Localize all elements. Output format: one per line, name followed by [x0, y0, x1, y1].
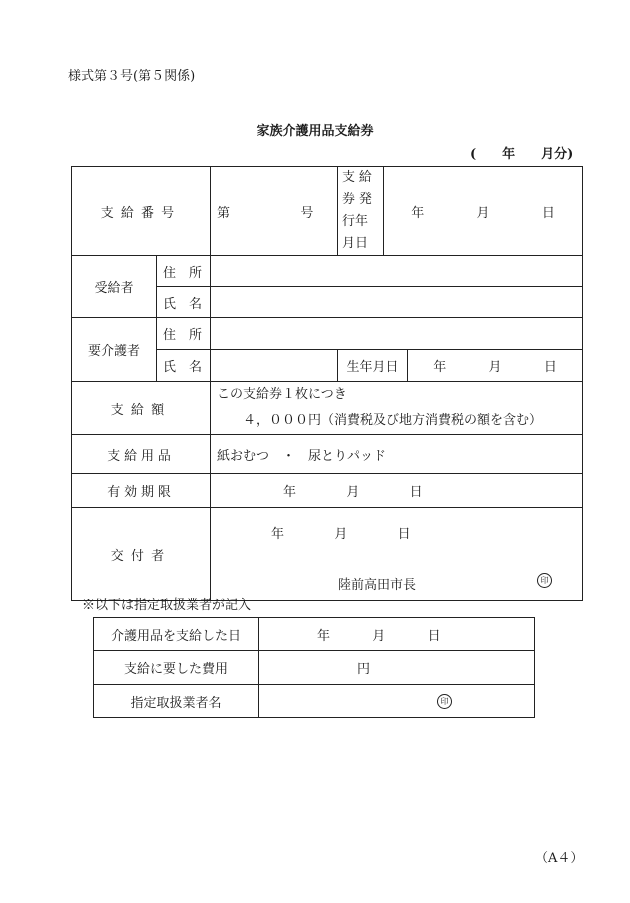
items-label: 支給用品	[72, 435, 211, 474]
issuer-name: 陸前高田市長	[338, 578, 417, 593]
vendor-name-field[interactable]	[259, 685, 535, 718]
care-person-name-field[interactable]	[211, 350, 338, 382]
issuer-date	[271, 523, 411, 542]
amount-label: 支給額	[72, 382, 211, 435]
birth-year-unit: 年	[433, 360, 447, 375]
validity-field[interactable]	[211, 474, 583, 508]
care-person-address-label: 住 所	[157, 318, 211, 350]
issuer-day-unit: 日	[397, 527, 411, 542]
vendor-note: ※以下は指定取扱業者が記入	[82, 598, 252, 613]
birth-month-unit: 月	[488, 360, 502, 375]
issue-number-prefix: 第	[217, 205, 231, 221]
recipient-label: 受給者	[72, 256, 157, 318]
birth-date-label: 生年月日	[338, 350, 408, 382]
care-person-label: 要介護者	[72, 318, 157, 382]
care-person-name-label: 氏 名	[157, 350, 211, 382]
supply-day-unit: 日	[427, 628, 441, 644]
supply-year-unit: 年	[317, 628, 331, 644]
issuer-seal-icon: 印	[537, 573, 552, 588]
validity-day-unit: 日	[409, 485, 423, 500]
recipient-name-label: 氏 名	[157, 287, 211, 318]
care-person-address-field[interactable]	[211, 318, 583, 350]
issuer-field[interactable]	[211, 508, 583, 601]
validity-label: 有効期限	[72, 474, 211, 508]
cost-label: 支給に要した費用	[94, 651, 259, 685]
cost-field[interactable]	[259, 651, 535, 685]
month-unit: 月	[476, 205, 490, 221]
supply-date-field[interactable]	[259, 618, 535, 651]
issue-date-field[interactable]	[384, 167, 583, 256]
issuer-label: 交付者	[72, 508, 211, 601]
recipient-address-field[interactable]	[211, 256, 583, 287]
form-number: 様式第３号(第５関係)	[68, 69, 196, 84]
validity-year-unit: 年	[283, 485, 297, 500]
issue-date-label-line-2: 行年月日	[342, 214, 369, 251]
issue-number-field[interactable]	[211, 167, 338, 256]
amount-value	[211, 382, 583, 435]
vendor-seal-icon: 印	[437, 694, 452, 709]
amount-line-1: この支給券１枚につき	[217, 387, 347, 402]
supply-date-label: 介護用品を支給した日	[94, 618, 259, 651]
recipient-name-field[interactable]	[211, 287, 583, 318]
cost-unit: 円	[357, 662, 371, 677]
issue-number-label: 支給番号	[72, 167, 211, 256]
voucher-table	[71, 166, 583, 601]
issuer-year-unit: 年	[271, 527, 285, 542]
issuer-month-unit: 月	[334, 527, 348, 542]
supply-month-unit: 月	[372, 628, 386, 644]
birth-date-field[interactable]	[408, 350, 583, 382]
document-title: 家族介護用品支給券	[256, 124, 374, 139]
amount-line-2: ４，０００円（消費税及び地方消費税の額を含む）	[243, 413, 543, 428]
items-value: 紙おむつ ・ 尿とりパッド	[211, 435, 583, 474]
vendor-table	[93, 617, 535, 718]
issue-date-label	[338, 167, 384, 256]
validity-month-unit: 月	[346, 485, 360, 500]
recipient-address-label: 住 所	[157, 256, 211, 287]
period-label: ( 年 月分)	[470, 147, 574, 162]
vendor-name-label: 指定取扱業者名	[94, 685, 259, 718]
year-unit: 年	[411, 205, 425, 221]
issue-date-label-line-1: 支給券発	[342, 170, 376, 207]
birth-day-unit: 日	[543, 360, 557, 375]
day-unit: 日	[541, 205, 555, 221]
paper-size: （A４）	[535, 851, 584, 866]
issue-number-suffix: 号	[300, 205, 314, 221]
